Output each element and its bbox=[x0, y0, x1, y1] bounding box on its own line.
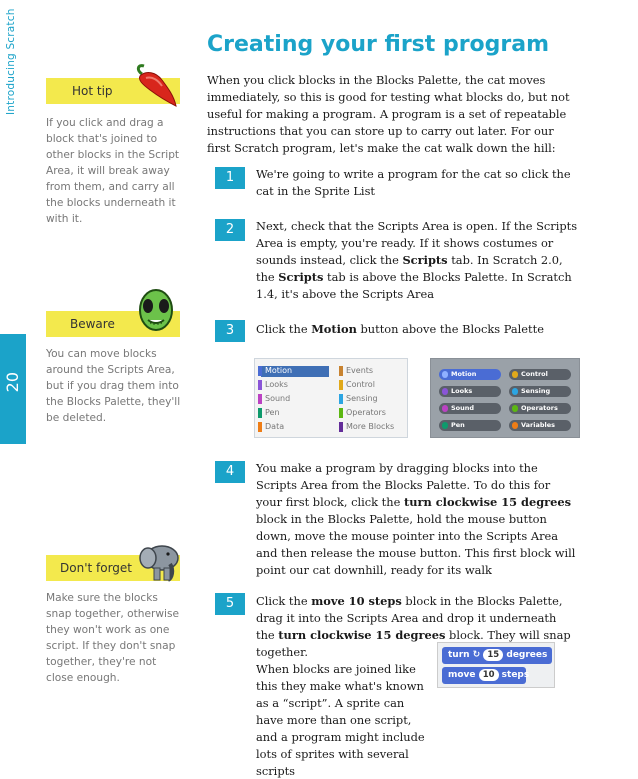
step-1-text: We're going to write a program for the cat so click the cat in the Sprite List bbox=[256, 167, 571, 198]
category-sound-14[interactable]: Sound bbox=[439, 403, 501, 414]
chili-pepper-icon bbox=[132, 64, 180, 110]
turn-block-ref: turn clockwise 15 degrees bbox=[403, 495, 572, 509]
category-sound[interactable]: Sound bbox=[265, 394, 291, 403]
category-data[interactable]: Data bbox=[265, 422, 285, 431]
category-events[interactable]: Events bbox=[346, 366, 374, 375]
step-number-4: 4 bbox=[215, 461, 245, 483]
step-5-paragraph: Click the move 10 steps block in the Blocks Palette, drag it into the Scripts Area and drop it underneath the turn clockwise 15 degrees block. They will snap together. When blocks are joined like this they make what's known as a “script”. A sprite can have more than one script, and a program might include lots of sprites with several scripts bbox=[256, 594, 571, 778]
turn-clockwise-block[interactable]: turn ↻ 15 degrees bbox=[442, 647, 552, 664]
step-4-text: You make a program by dragging blocks into the Scripts Area from the Blocks Palette. To do this for your first block, click the turn clockwise 15 degrees block in the Blocks Palette, hold the mouse button down, move the mouse pointer into the Scripts Area and then release the mouse button. This first block will point our cat downhill, ready for its walk bbox=[256, 461, 576, 577]
category-operators-14[interactable]: Operators bbox=[509, 403, 571, 414]
motion-button-ref: Motion bbox=[311, 322, 357, 336]
scripts-tab-ref: Scripts bbox=[278, 270, 324, 284]
category-looks-14[interactable]: Looks bbox=[439, 386, 501, 397]
category-pen-14[interactable]: Pen bbox=[439, 420, 501, 431]
turn-block-ref: turn clockwise 15 degrees bbox=[278, 628, 446, 642]
category-more-blocks[interactable]: More Blocks bbox=[346, 422, 395, 431]
scripts-tab-ref: Scripts bbox=[402, 253, 448, 267]
looks-swatch bbox=[258, 380, 262, 390]
step-3-text: Click the Motion button above the Blocks Palette bbox=[256, 322, 544, 336]
category-looks[interactable]: Looks bbox=[265, 380, 288, 389]
category-variables-14[interactable]: Variables bbox=[509, 420, 571, 431]
elephant-icon bbox=[138, 542, 182, 584]
move-block-ref: move 10 steps bbox=[311, 594, 402, 608]
move-steps-value[interactable]: 10 bbox=[479, 669, 499, 681]
sensing-swatch bbox=[339, 394, 343, 404]
category-motion-14[interactable]: Motion bbox=[439, 369, 501, 380]
page-edge-strip bbox=[0, 0, 26, 779]
intro-paragraph: When you click blocks in the Blocks Palette, the cat moves immediately, so this is good for testing what blocks do, but not useful for making a program. A program is a set of repeatable instructions that you can store up to carry out later. For our first Scratch program, let's make the cat walk down the hill: bbox=[207, 73, 570, 155]
more-blocks-swatch bbox=[339, 422, 343, 432]
dont-forget-label-text: Don't forget bbox=[60, 561, 132, 575]
section-label: Introducing Scratch bbox=[5, 8, 17, 115]
beware-text: You can move blocks around the Scripts Area, but if you drag them into the Blocks Palette, they'll be deleted. bbox=[46, 348, 181, 424]
motion-swatch bbox=[258, 366, 262, 376]
page-title: Creating your first program bbox=[207, 32, 550, 57]
control-swatch bbox=[339, 380, 343, 390]
move-steps-block[interactable]: move 10 steps bbox=[442, 667, 526, 684]
dont-forget-text: Make sure the blocks snap together, otherwise they won't work as one script. If they don't snap together, they're not close enough. bbox=[46, 592, 180, 684]
script-example bbox=[437, 642, 555, 688]
step-number-1: 1 bbox=[215, 167, 245, 189]
category-motion[interactable]: Motion bbox=[265, 366, 293, 375]
category-operators[interactable]: Operators bbox=[346, 408, 386, 417]
edge-section-tab bbox=[0, 0, 26, 218]
category-control-14[interactable]: Control bbox=[509, 369, 571, 380]
step-number-2: 2 bbox=[215, 219, 245, 241]
step-5-tail: block. They will snap together. bbox=[256, 628, 571, 659]
category-sensing-14[interactable]: Sensing bbox=[509, 386, 571, 397]
scratch2-category-palette bbox=[254, 358, 408, 438]
category-pen[interactable]: Pen bbox=[265, 408, 280, 417]
step-number-5: 5 bbox=[215, 593, 245, 615]
step-2-text: Next, check that the Scripts Area is open. If the Scripts Area is empty, you're ready. If it shows costumes or sounds instead, click the Scripts tab. In Scratch 2.0, the Scripts tab is above the Blocks Palette. In Scratch 1.4, it's above the Scripts Area bbox=[256, 219, 578, 301]
page-number: 20 bbox=[3, 372, 22, 393]
scratch14-category-palette bbox=[430, 358, 580, 438]
category-sensing[interactable]: Sensing bbox=[346, 394, 378, 403]
hot-tip-label-text: Hot tip bbox=[72, 84, 113, 98]
step-5-wrap-text: When blocks are joined like this they make what's known as a “script”. A sprite can have more than one script, and a program might include lots of sprites with several scripts bbox=[256, 662, 425, 778]
events-swatch bbox=[339, 366, 343, 376]
rotate-clockwise-icon: ↻ bbox=[472, 650, 481, 660]
page-number-tab bbox=[0, 334, 26, 444]
pen-swatch bbox=[258, 408, 262, 418]
sound-swatch bbox=[258, 394, 262, 404]
beware-label-text: Beware bbox=[70, 317, 115, 331]
hot-tip-text: If you click and drag a block that's joined to other blocks in the Script Area, it will break away from them, and carry all the blocks underneath it with it. bbox=[46, 117, 180, 225]
step-number-3: 3 bbox=[215, 320, 245, 342]
data-swatch bbox=[258, 422, 262, 432]
turn-degrees-value[interactable]: 15 bbox=[483, 649, 503, 661]
alien-face-icon bbox=[136, 288, 176, 334]
operators-swatch bbox=[339, 408, 343, 418]
category-control[interactable]: Control bbox=[346, 380, 375, 389]
